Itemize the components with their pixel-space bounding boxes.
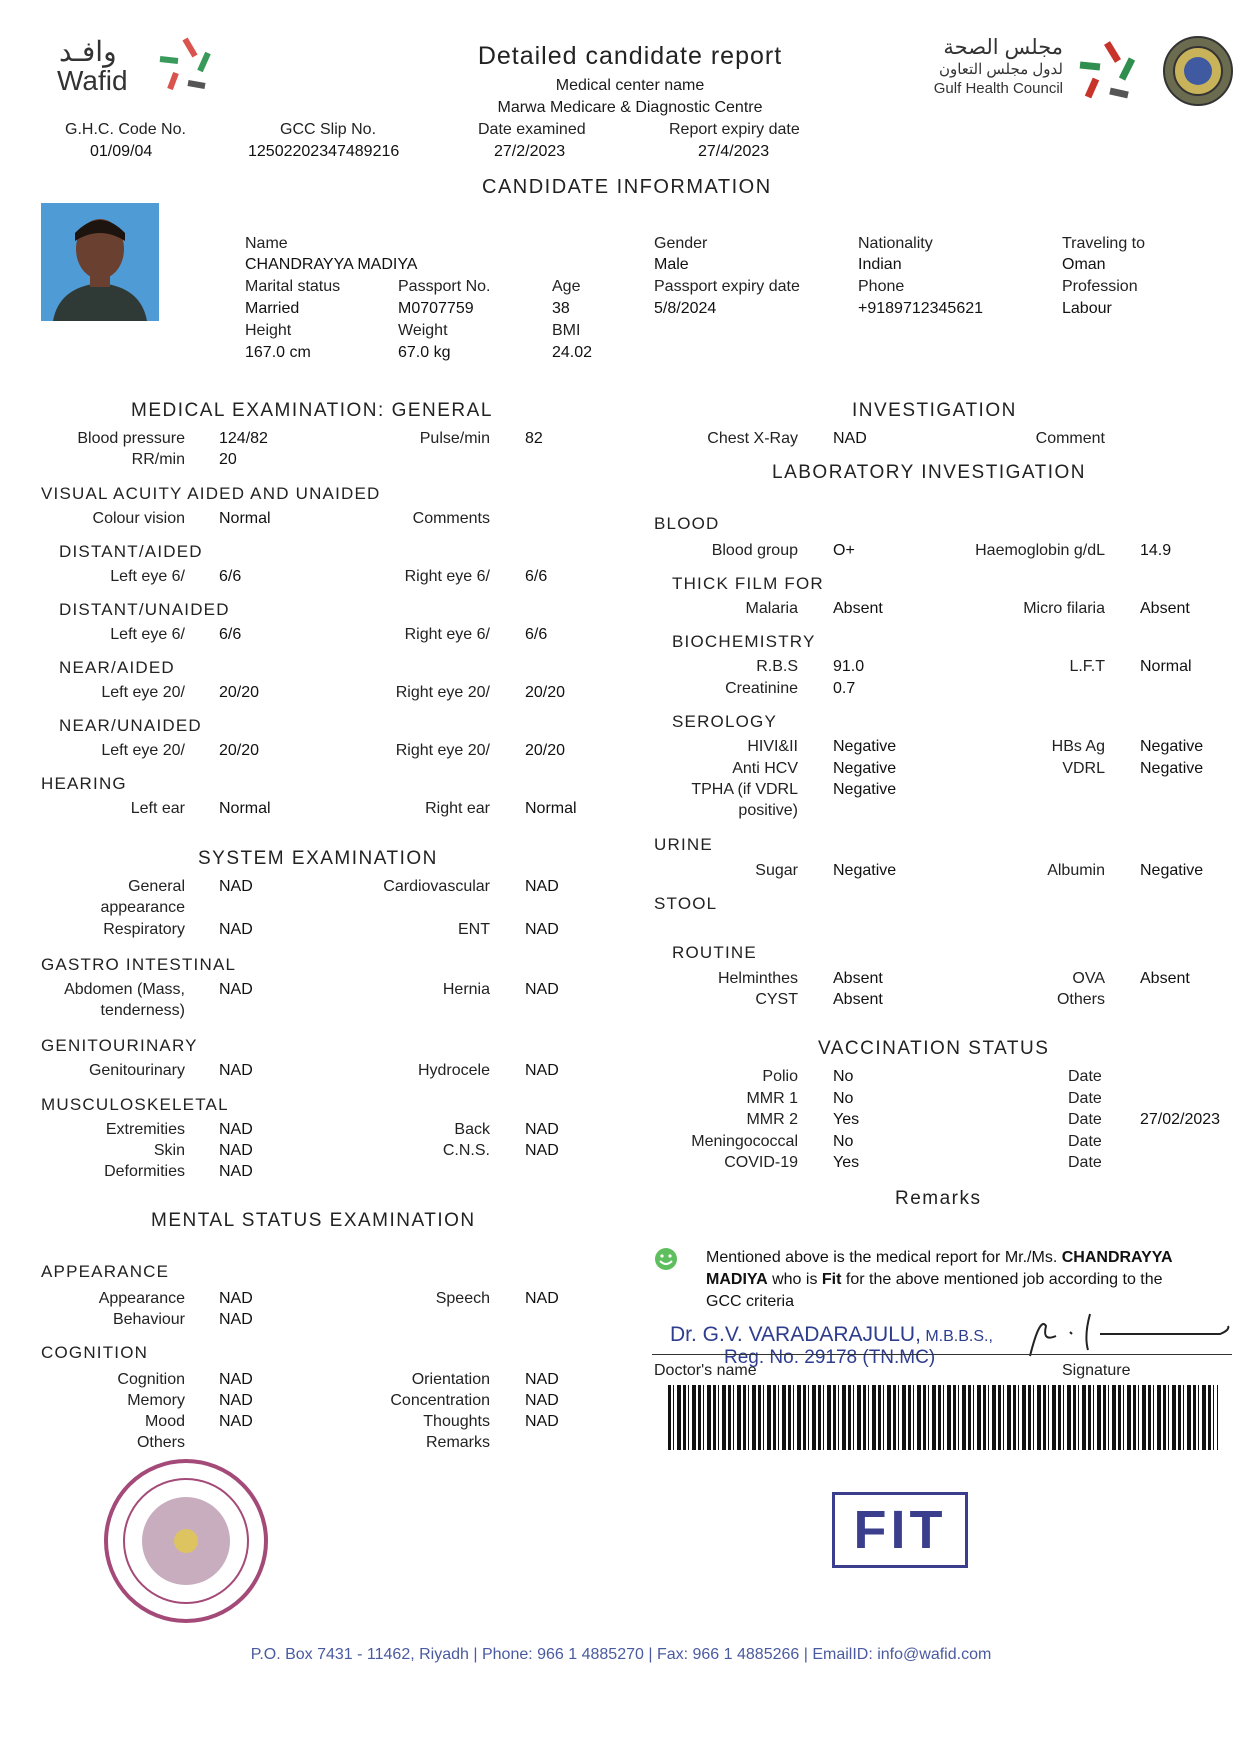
doctor-name-stamp — [670, 1323, 993, 1347]
abdomen-label: Abdomen (Mass, — [64, 981, 185, 998]
albumin-value: Negative — [1140, 862, 1204, 879]
deformities-value: NAD — [219, 1163, 253, 1180]
du-right-label: Right eye 6/ — [404, 626, 490, 643]
general-exam-heading: MEDICAL EXAMINATION: GENERAL — [131, 400, 493, 421]
fit-stamp: FIT — [832, 1492, 968, 1568]
na-left-label: Left eye 20/ — [101, 684, 185, 701]
thick-film-heading: THICK FILM FOR — [672, 574, 824, 593]
skin-label: Skin — [153, 1142, 185, 1159]
micro-filaria-label: Micro filaria — [1023, 600, 1105, 617]
traveling-to-value: Oman — [1062, 256, 1106, 273]
vaccine-status: No — [833, 1068, 854, 1085]
back-value: NAD — [525, 1121, 559, 1138]
haemoglobin-value: 14.9 — [1140, 542, 1172, 559]
bp-label: Blood pressure — [77, 430, 185, 447]
candidate-photo — [41, 203, 159, 321]
thoughts-label: Thoughts — [423, 1413, 490, 1430]
stool-heading: STOOL — [654, 894, 718, 913]
cardio-label: Cardiovascular — [383, 878, 490, 895]
doctor-degree: M.B.B.S., — [920, 1328, 993, 1345]
wafid-logo — [55, 35, 225, 105]
serology-heading: SEROLOGY — [672, 712, 778, 731]
orientation-label: Orientation — [411, 1371, 490, 1388]
malaria-label: Malaria — [745, 600, 798, 617]
tpha-value: Negative — [833, 781, 897, 798]
vaccine-date-label: Date — [1068, 1068, 1102, 1085]
medical-center-label: Medical center name — [555, 77, 705, 94]
remarks-candidate-name-1: CHANDRAYYA — [1061, 1249, 1173, 1266]
ova-label: OVA — [1072, 970, 1105, 987]
bmi-label: BMI — [552, 322, 581, 339]
hiv-value: Negative — [833, 738, 897, 755]
profession-label: Profession — [1062, 278, 1138, 295]
nationality-value: Indian — [858, 256, 902, 273]
gcc-emblem-icon — [1162, 35, 1234, 107]
hernia-value: NAD — [525, 981, 559, 998]
hearing-heading: HEARING — [41, 774, 127, 793]
da-left-label: Left eye 6/ — [110, 568, 185, 585]
da-right-label: Right eye 6/ — [404, 568, 490, 585]
cyst-value: Absent — [833, 991, 883, 1008]
mood-value: NAD — [219, 1413, 253, 1430]
nu-left-label: Left eye 20/ — [101, 742, 185, 759]
vdrl-value: Negative — [1140, 760, 1204, 777]
genitourinary-value: NAD — [219, 1062, 253, 1079]
ent-label: ENT — [458, 921, 490, 938]
remarks-heading: Remarks — [895, 1188, 982, 1209]
ghc-arabic-2: لدول مجلس التعاون — [938, 61, 1063, 78]
nationality-label: Nationality — [858, 235, 933, 252]
general-value: NAD — [219, 878, 253, 895]
cognition-label: Cognition — [117, 1371, 185, 1388]
date-examined-label: Date examined — [478, 121, 586, 138]
hbs-ag-label: HBs Ag — [1051, 738, 1105, 755]
vaccine-status: Yes — [833, 1111, 860, 1128]
vaccination-heading: VACCINATION STATUS — [818, 1038, 1050, 1059]
vaccine-date-value: 27/02/2023 — [1140, 1111, 1221, 1128]
ent-value: NAD — [525, 921, 559, 938]
name-label: Name — [245, 235, 288, 252]
gcc-slip-label: GCC Slip No. — [280, 121, 377, 138]
age-value: 38 — [552, 300, 570, 317]
left-ear-value: Normal — [219, 800, 271, 817]
weight-value: 67.0 kg — [398, 344, 451, 361]
vaccine-date-label: Date — [1068, 1132, 1102, 1150]
vdrl-label: VDRL — [1062, 760, 1105, 777]
distant-unaided-heading: DISTANT/UNAIDED — [59, 600, 230, 619]
remarks-line-2 — [706, 1271, 1163, 1289]
du-left-value: 6/6 — [219, 626, 242, 643]
micro-filaria-value: Absent — [1140, 600, 1190, 617]
speech-label: Speech — [435, 1290, 490, 1307]
blood-heading: BLOOD — [654, 514, 720, 533]
right-ear-value: Normal — [525, 800, 577, 817]
tpha-positive-label: positive) — [738, 802, 798, 819]
investigation-heading: INVESTIGATION — [852, 400, 1017, 421]
gastro-heading: GASTRO INTESTINAL — [41, 955, 237, 974]
nu-right-value: 20/20 — [525, 742, 566, 759]
gcc-slip-value: 12502202347489216 — [248, 143, 400, 160]
da-right-value: 6/6 — [525, 568, 548, 585]
signature-label: Signature — [1062, 1362, 1131, 1379]
passport-expiry-label: Passport expiry date — [654, 278, 800, 295]
gender-value: Male — [654, 256, 689, 273]
comments-label: Comments — [412, 510, 490, 527]
haemoglobin-label: Haemoglobin g/dL — [975, 542, 1105, 559]
du-left-label: Left eye 6/ — [110, 626, 185, 643]
hydrocele-value: NAD — [525, 1062, 559, 1079]
cognition-heading: COGNITION — [41, 1343, 149, 1362]
anti-hcv-value: Negative — [833, 760, 897, 777]
pulse-value: 82 — [525, 430, 543, 447]
mental-appearance-value: NAD — [219, 1290, 253, 1307]
candidate-info-heading: CANDIDATE INFORMATION — [482, 176, 772, 198]
passport-expiry-value: 5/8/2024 — [654, 300, 717, 317]
da-left-value: 6/6 — [219, 568, 242, 585]
cyst-label: CYST — [755, 991, 798, 1008]
abdomen-value: NAD — [219, 981, 253, 998]
phone-label: Phone — [858, 278, 905, 295]
ghc-arabic-1: مجلس الصحة — [943, 36, 1063, 59]
passport-label: Passport No. — [398, 278, 491, 295]
pulse-label: Pulse/min — [419, 430, 490, 447]
blood-group-value: O+ — [833, 542, 855, 559]
height-label: Height — [245, 322, 292, 339]
vaccine-date-label: Date — [1068, 1111, 1102, 1128]
ghc-star-icon — [1070, 35, 1145, 110]
traveling-to-label: Traveling to — [1062, 235, 1145, 252]
back-label: Back — [454, 1121, 490, 1138]
thoughts-value: NAD — [525, 1413, 559, 1430]
vaccine-name: Polio — [762, 1068, 798, 1085]
respiratory-value: NAD — [219, 921, 253, 938]
vaccine-date-label: Date — [1068, 1154, 1102, 1171]
concentration-value: NAD — [525, 1392, 559, 1409]
centre-seal-stamp — [100, 1455, 272, 1627]
remarks-candidate-name-2: MADIYA — [706, 1271, 768, 1288]
marital-value: Married — [245, 300, 300, 317]
orientation-value: NAD — [525, 1371, 559, 1388]
hernia-label: Hernia — [442, 981, 490, 998]
report-expiry-value: 27/4/2023 — [698, 143, 770, 160]
hbs-ag-value: Negative — [1140, 738, 1204, 755]
remarks-line-3: GCC criteria — [706, 1293, 795, 1310]
report-expiry-label: Report expiry date — [669, 121, 800, 138]
stool-others-label: Others — [1056, 991, 1105, 1008]
wafid-star-icon — [150, 31, 220, 101]
vaccine-status: Yes — [833, 1154, 860, 1171]
tenderness-label: tenderness) — [100, 1002, 185, 1019]
cns-value: NAD — [525, 1142, 559, 1159]
doctor-signature — [1010, 1306, 1235, 1361]
profession-value: Labour — [1062, 300, 1112, 317]
xray-comment-label: Comment — [1035, 430, 1105, 447]
concentration-label: Concentration — [390, 1392, 490, 1409]
rr-value: 20 — [219, 451, 237, 468]
speech-value: NAD — [525, 1290, 559, 1307]
bmi-value: 24.02 — [552, 344, 593, 361]
na-right-label: Right eye 20/ — [395, 684, 490, 701]
appearance-heading: APPEARANCE — [41, 1262, 170, 1281]
marital-label: Marital status — [245, 278, 341, 295]
vaccine-name: Meningococcal — [691, 1132, 798, 1150]
creatinine-label: Creatinine — [725, 680, 798, 697]
du-right-value: 6/6 — [525, 626, 548, 643]
genitourinary-heading: GENITOURINARY — [41, 1036, 198, 1055]
sugar-label: Sugar — [755, 862, 798, 879]
nu-left-value: 20/20 — [219, 742, 260, 759]
malaria-value: Absent — [833, 600, 883, 617]
distant-aided-heading: DISTANT/AIDED — [59, 542, 203, 561]
behaviour-value: NAD — [219, 1311, 253, 1328]
wafid-arabic: وافـد — [59, 36, 117, 67]
na-right-value: 20/20 — [525, 684, 566, 701]
system-exam-heading: SYSTEM EXAMINATION — [198, 848, 438, 869]
urine-heading: URINE — [654, 835, 713, 854]
near-unaided-heading: NEAR/UNAIDED — [59, 716, 202, 735]
ghc-english: Gulf Health Council — [933, 80, 1063, 97]
biochemistry-heading: BIOCHEMISTRY — [672, 632, 816, 651]
age-label: Age — [552, 278, 581, 295]
nu-right-label: Right eye 20/ — [395, 742, 490, 759]
medical-center-name: Marwa Medicare & Diagnostic Centre — [497, 99, 763, 116]
lft-label: L.F.T — [1069, 658, 1105, 675]
cns-label: C.N.S. — [442, 1142, 490, 1159]
lab-investigation-heading: LABORATORY INVESTIGATION — [772, 462, 1087, 483]
doctors-name-label: Doctor's name — [654, 1362, 757, 1379]
chest-xray-value: NAD — [833, 430, 867, 447]
remarks-line-2-mid: who is — [767, 1271, 822, 1288]
signature-divider — [652, 1354, 1232, 1355]
extremities-value: NAD — [219, 1121, 253, 1138]
visual-acuity-heading: VISUAL ACUITY AIDED AND UNAIDED — [41, 484, 381, 503]
na-left-value: 20/20 — [219, 684, 260, 701]
ghc-code-value: 01/09/04 — [90, 143, 153, 160]
behaviour-label: Behaviour — [112, 1311, 185, 1328]
anti-hcv-label: Anti HCV — [732, 760, 798, 777]
appearance-label: appearance — [100, 899, 185, 916]
chest-xray-label: Chest X-Ray — [707, 430, 798, 447]
footer-contact: P.O. Box 7431 - 11462, Riyadh | Phone: 966 1 4885270 | Fax: 966 1 4885266 | EmailID: info@wafid.com — [250, 1646, 992, 1663]
memory-label: Memory — [127, 1392, 185, 1409]
memory-value: NAD — [219, 1392, 253, 1409]
doctor-name: Dr. G.V. VARADARAJULU, — [670, 1323, 921, 1346]
name-value: CHANDRAYYA MADIYA — [245, 256, 418, 273]
passport-value: M0707759 — [398, 300, 474, 317]
musculoskeletal-heading: MUSCULOSKELETAL — [41, 1095, 229, 1114]
routine-heading: ROUTINE — [672, 943, 757, 962]
colour-vision-label: Colour vision — [92, 510, 185, 527]
blood-group-label: Blood group — [711, 542, 798, 559]
mental-status-heading: MENTAL STATUS EXAMINATION — [151, 1210, 476, 1231]
vaccine-name: MMR 2 — [746, 1111, 798, 1128]
ghc-logo — [935, 35, 1235, 110]
near-aided-heading: NEAR/AIDED — [59, 658, 175, 677]
extremities-label: Extremities — [105, 1121, 185, 1138]
right-ear-label: Right ear — [425, 800, 490, 817]
phone-value: +9189712345621 — [858, 300, 984, 317]
cognition-value: NAD — [219, 1371, 253, 1388]
remarks-line-2-text: for the above mentioned job according to the — [841, 1271, 1163, 1288]
sugar-value: Negative — [833, 862, 897, 879]
vaccine-date-label: Date — [1068, 1089, 1102, 1107]
deformities-label: Deformities — [104, 1163, 185, 1180]
vaccine-status: No — [833, 1089, 854, 1107]
rbs-value: 91.0 — [833, 658, 865, 675]
ghc-code-label: G.H.C. Code No. — [65, 121, 186, 138]
vaccine-name: COVID-19 — [724, 1154, 798, 1171]
helminthes-label: Helminthes — [717, 970, 798, 987]
report-title: Detailed candidate report — [477, 42, 783, 70]
skin-value: NAD — [219, 1142, 253, 1159]
mental-remarks-label: Remarks — [425, 1434, 490, 1451]
gender-label: Gender — [654, 235, 708, 252]
genitourinary-label: Genitourinary — [88, 1062, 185, 1079]
remarks-line-1 — [706, 1249, 1173, 1267]
doctor-reg-no: Reg. No. 29178 (TN.MC) — [724, 1347, 936, 1368]
lft-value: Normal — [1140, 658, 1192, 675]
vaccine-name: MMR 1 — [746, 1089, 798, 1107]
vaccine-status: No — [833, 1132, 854, 1150]
smile-icon — [654, 1247, 678, 1271]
bp-value: 124/82 — [219, 430, 268, 447]
height-value: 167.0 cm — [245, 344, 311, 361]
cardio-value: NAD — [525, 878, 559, 895]
remarks-line-1-text: Mentioned above is the medical report for Mr./Ms. — [706, 1249, 1062, 1266]
weight-label: Weight — [398, 322, 448, 339]
rr-label: RR/min — [131, 451, 185, 468]
mental-appearance-label: Appearance — [98, 1290, 185, 1307]
helminthes-value: Absent — [833, 970, 883, 987]
hydrocele-label: Hydrocele — [417, 1062, 490, 1079]
remarks-fit-word: Fit — [821, 1271, 842, 1288]
tpha-label: TPHA (if VDRL — [691, 781, 798, 798]
person-silhouette-icon — [41, 203, 159, 321]
report-barcode — [668, 1385, 1218, 1450]
respiratory-label: Respiratory — [103, 921, 185, 938]
general-label: General — [128, 878, 185, 895]
colour-vision-value: Normal — [219, 510, 271, 527]
albumin-label: Albumin — [1047, 862, 1105, 879]
others-label: Others — [136, 1434, 185, 1451]
ova-value: Absent — [1140, 970, 1190, 987]
rbs-label: R.B.S — [756, 658, 798, 675]
mood-label: Mood — [144, 1413, 185, 1430]
wafid-english: Wafid — [57, 65, 128, 96]
creatinine-value: 0.7 — [833, 680, 856, 697]
date-examined-value: 27/2/2023 — [494, 143, 566, 160]
left-ear-label: Left ear — [130, 800, 185, 817]
hiv-label: HIVI&II — [747, 738, 798, 755]
